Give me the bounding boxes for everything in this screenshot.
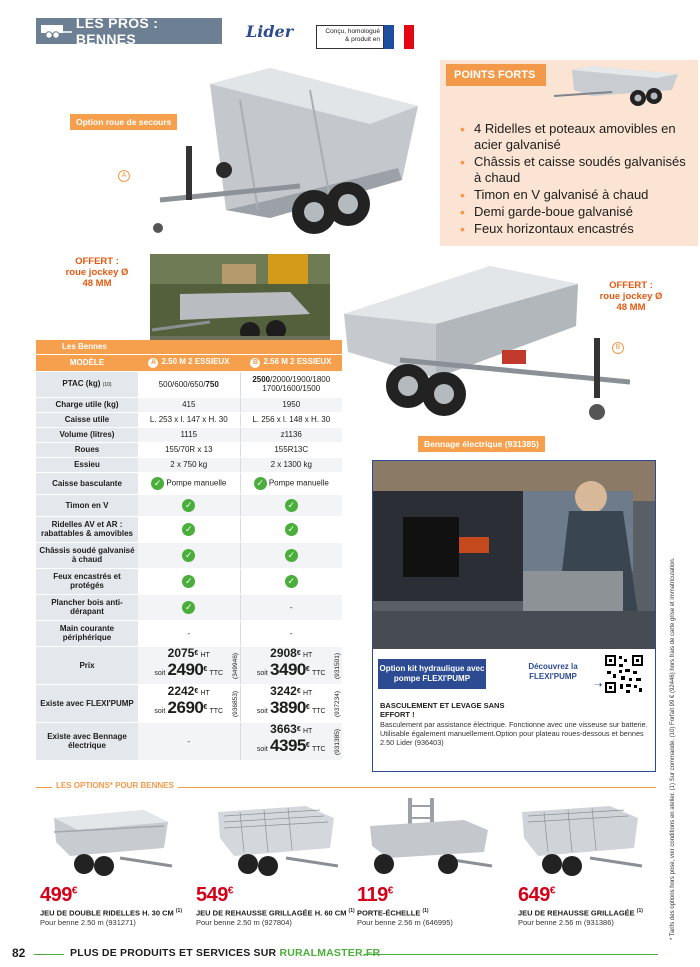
spare-wheel-label: Option roue de secours [70, 114, 177, 130]
roues-label: Roues [36, 442, 138, 457]
main-trailer-image [140, 60, 440, 250]
check-icon: ✓ [182, 549, 195, 562]
main-courante-col1: - [138, 620, 240, 646]
check-icon: ✓ [285, 549, 298, 562]
badge-b-icon: B [612, 342, 624, 354]
col2-header: B 2.56 M 2 ESSIEUX [240, 354, 342, 371]
option-3 [357, 884, 507, 927]
check-icon: ✓ [151, 477, 164, 490]
check-icon: ✓ [285, 523, 298, 536]
page-footer [0, 944, 700, 964]
volume-label: Volume (litres) [36, 427, 138, 442]
points-forts-list [460, 121, 696, 238]
prix-label: Prix [36, 646, 138, 684]
trailer-icon [36, 18, 76, 44]
check-icon: ✓ [182, 523, 195, 536]
ptac-col1: 500/600/650/750 [138, 371, 240, 397]
list-item: • Timon en V galvanisé à chaud [460, 187, 696, 203]
caisse-label: Caisse utile [36, 412, 138, 427]
french-flag-icon [384, 25, 414, 49]
ridelles-label: Ridelles AV et AR : rabattables & amovibles [36, 516, 138, 542]
basculante-label: Caisse basculante [36, 472, 138, 494]
qr-code-icon[interactable] [604, 654, 644, 694]
check-icon: ✓ [285, 575, 298, 588]
roues-col1: 155/70R x 13 [138, 442, 240, 457]
essieu-col2: 2 x 1300 kg [240, 457, 342, 472]
option-price: 649€ [518, 884, 555, 906]
trailer-site-photo [150, 254, 330, 350]
site-link[interactable]: RURALMASTER.FR [279, 947, 381, 959]
col-model-header: MODÈLE [36, 354, 138, 371]
brand-logo: Lider [246, 22, 294, 41]
basculante-col1: ✓ Pompe manuelle [138, 472, 240, 494]
prix-col2: 2908€ HT soit 3490€ TTC (931501) [240, 646, 342, 684]
check-icon: ✓ [182, 499, 195, 512]
plancher-label: Plancher bois anti-dérapant [36, 594, 138, 620]
option-name: JEU DE REHAUSSE GRILLAGÉE $^{(1)}$ [518, 908, 643, 918]
kit-description: Basculement par assistance électrique. Fonctionne avec une visseuse sur batterie. Utilisable également manuellement.Option pour plateau roues-dessous et bennes 2.50 Lider (936403) [380, 720, 648, 747]
col1-header: A 2.50 M 2 ESSIEUX [138, 354, 240, 371]
list-item: • Châssis et caisse soudés galvanisés à chaud [460, 154, 696, 186]
jockey-offer-left: OFFERT : roue jockey Ø 48 MM [65, 256, 129, 289]
essieu-col1: 2 x 750 kg [138, 457, 240, 472]
page-number: 82 [12, 946, 26, 960]
basculante-col2: ✓ Pompe manuelle [240, 472, 342, 494]
list-item: • Demi garde-boue galvanisé [460, 204, 696, 220]
elec-label: Existe avec Bennage électrique [36, 722, 138, 760]
option-name: PORTE-ÉCHELLE $^{(1)}$ [357, 908, 429, 918]
kit-tag: Option kit hydraulique avec pompe FLEXI'PUMP [378, 659, 486, 689]
elec-col1: - [138, 722, 240, 760]
option-price: 499€ [40, 884, 77, 906]
list-item: • Feux horizontaux encastrés [460, 221, 696, 237]
discover-flexipump-link[interactable]: Découvrez la FLEXI'PUMP [528, 662, 578, 681]
main-courante-col2: - [240, 620, 342, 646]
option-4 [518, 884, 664, 927]
footer-text: PLUS DE PRODUITS ET SERVICES SUR RURALMASTER.FR [70, 947, 381, 959]
elec-col2: 3663€ HT soit 4395€ TTC (931385) [240, 722, 342, 760]
volume-col2: z1136 [240, 427, 342, 442]
made-in-label: Conçu, homologué & produit en [316, 25, 384, 49]
option-name: JEU DE REHAUSSE GRILLAGÉE H. 60 CM $^{(1)}$ [196, 908, 355, 918]
main-courante-label: Main courante périphérique [36, 620, 138, 646]
option-sub: Pour benne 2.50 m (927804) [196, 917, 292, 927]
volume-col1: 1115 [138, 427, 240, 442]
option-price: 549€ [196, 884, 233, 906]
table-group-title: Les Bennes [36, 340, 342, 354]
plancher-col2: - [240, 594, 342, 620]
flexipump-photo [373, 461, 655, 649]
roues-col2: 155R13C [240, 442, 342, 457]
spec-table [36, 340, 342, 761]
timon-label: Timon en V [36, 494, 138, 516]
check-icon: ✓ [182, 575, 195, 588]
flexi-col2: 3242€ HT soit 3890€ TTC (937234) [240, 684, 342, 722]
page-title: LES PROS : BENNES [75, 15, 159, 47]
side-footnote: * Tarifs des options hors pose, voir conditions en atelier. (1) Sur commande. (10) Forfait 99 € (92446) hors frais de carte grise et immatriculation. [670, 557, 676, 940]
ptac-label: PTAC (kg) (10) [36, 371, 138, 397]
arrow-right-icon: ➝ [594, 680, 603, 691]
charge-label: Charge utile (kg) [36, 397, 138, 412]
option-price: 119€ [357, 884, 393, 906]
kit-title: BASCULEMENT ET LEVAGE SANS EFFORT ! [380, 701, 505, 719]
chassis-label: Châssis soudé galvanisé à chaud [36, 542, 138, 568]
caisse-col1: L. 253 x l. 147 x H. 30 [138, 412, 240, 427]
flexi-label: Existe avec FLEXI'PUMP [36, 684, 138, 722]
charge-col1: 415 [138, 397, 240, 412]
option-image-2 [210, 802, 340, 882]
points-forts-title: POINTS FORTS [446, 64, 546, 86]
flexi-col1: 2242€ HT soit 2690€ TTC (936853) [138, 684, 240, 722]
prix-col1: 2075€ HT soit 2490€ TTC (349946) [138, 646, 240, 684]
badge-a-icon: A [118, 170, 130, 182]
options-header: LES OPTIONS* POUR BENNES [36, 781, 656, 793]
essieu-label: Essieu [36, 457, 138, 472]
ptac-col2: 2500/2000/1900/1800 1700/1600/1500 [240, 371, 342, 397]
option-sub: Pour benne 2.50 m (931271) [40, 917, 136, 927]
list-item: • 4 Ridelles et poteaux amovibles en acier galvanisé [460, 121, 696, 153]
option-image-4 [514, 802, 644, 882]
check-icon: ✓ [254, 477, 267, 490]
section-header [36, 15, 222, 47]
electric-trailer-image [340, 262, 630, 434]
feux-label: Feux encastrés et protégés [36, 568, 138, 594]
jockey-offer-right: OFFERT : roue jockey Ø 48 MM [599, 280, 663, 313]
option-2 [196, 884, 356, 927]
check-icon: ✓ [182, 601, 195, 614]
option-name: JEU DE DOUBLE RIDELLES H. 30 CM $^{(1)}$ [40, 908, 182, 918]
option-image-1 [44, 802, 174, 882]
points-forts-trailer-image [552, 64, 688, 108]
option-sub: Pour benne 2.56 m (646995) [357, 917, 453, 927]
electric-label: Bennage électrique (931385) [418, 436, 545, 452]
option-sub: Pour benne 2.56 m (931386) [518, 917, 614, 927]
caisse-col2: L. 256 x l. 148 x H. 30 [240, 412, 342, 427]
charge-col2: 1950 [240, 397, 342, 412]
check-icon: ✓ [285, 499, 298, 512]
option-1 [40, 884, 200, 927]
option-image-3 [364, 796, 494, 882]
